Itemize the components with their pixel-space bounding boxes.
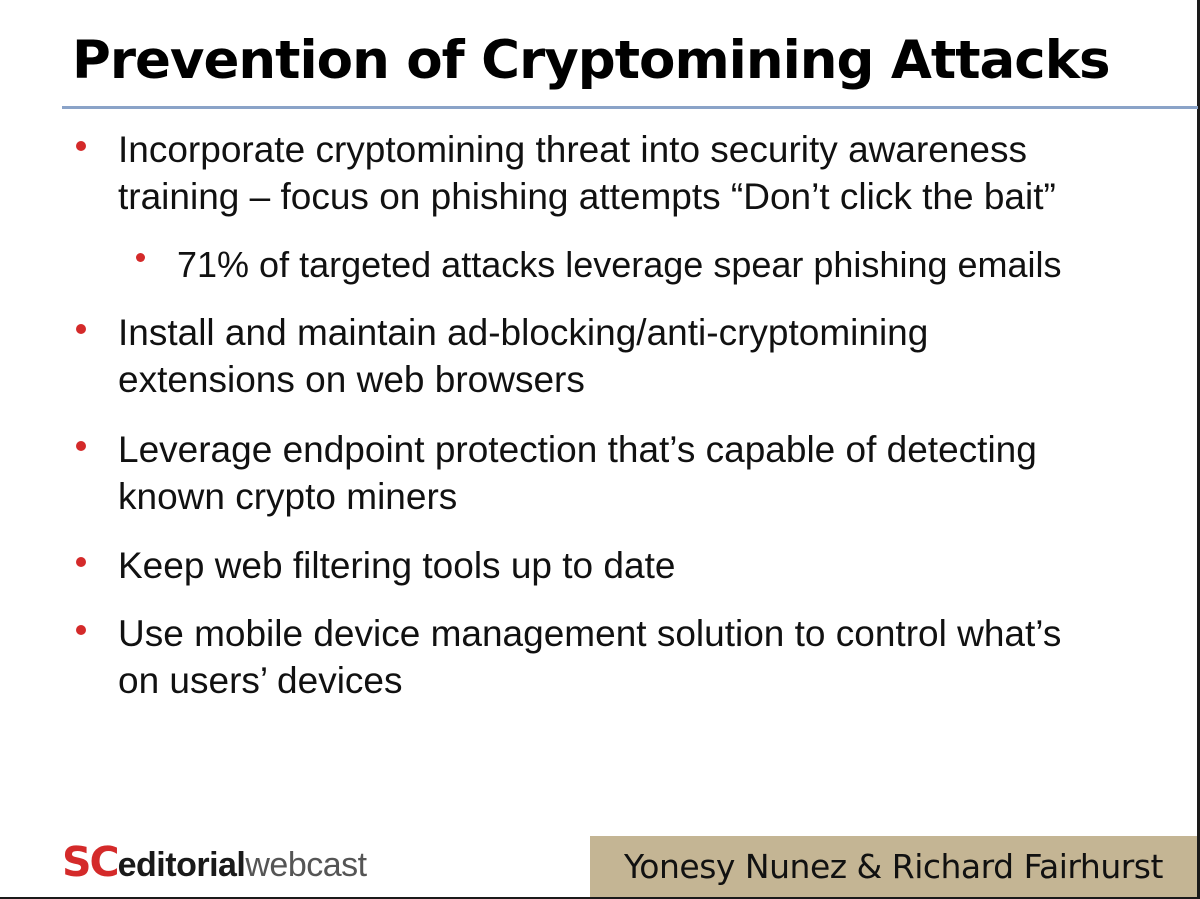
presenter-banner <box>590 836 1197 897</box>
bullet-3-line-2: known crypto miners <box>118 476 458 517</box>
bullet-1-line-2: training – focus on phishing attempts “Don’t click the bait” <box>118 176 1056 217</box>
sub-bullet-line-1: 71% of targeted attacks leverage spear phishing emails <box>177 244 1062 285</box>
bullet-1-line-1: Incorporate cryptomining threat into security awareness <box>118 129 1027 170</box>
bullet-dot <box>76 557 86 567</box>
logo-sc-text: SC <box>62 838 118 886</box>
bullet-dot <box>76 441 86 451</box>
bullet-2-line-1: Install and maintain ad-blocking/anti-cryptomining <box>118 312 929 353</box>
bullet-3-line-1: Leverage endpoint protection that’s capable of detecting <box>118 429 1037 470</box>
bullet-5-line-1: Use mobile device management solution to control what’s <box>118 613 1062 654</box>
logo-editorial-text: editorial <box>117 846 246 884</box>
bullet-dot <box>76 324 86 334</box>
sc-editorial-webcast-logo <box>62 838 367 886</box>
presenter-names: Yonesy Nunez & Richard Fairhurst <box>624 847 1163 886</box>
bullet-dot <box>76 625 86 635</box>
bullet-5-line-2: on users’ devices <box>118 660 403 701</box>
slide-title: Prevention of Cryptomining Attacks <box>72 30 1110 91</box>
bullet-4-line-1: Keep web filtering tools up to date <box>118 545 676 586</box>
sub-bullet-dot <box>136 253 145 262</box>
bullet-dot <box>76 141 86 151</box>
bullet-2-line-2: extensions on web browsers <box>118 359 585 400</box>
title-divider <box>62 106 1198 109</box>
logo-webcast-text: webcast <box>245 846 367 884</box>
